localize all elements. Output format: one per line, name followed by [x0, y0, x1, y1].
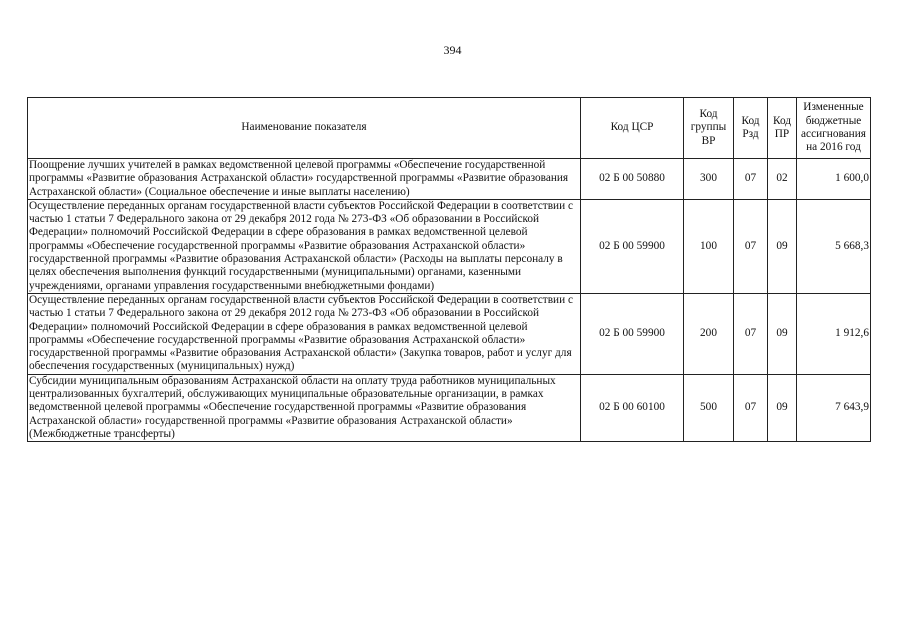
row-csr: 02 Б 00 50880 — [581, 159, 684, 200]
row-vr: 500 — [684, 374, 734, 441]
row-pr: 09 — [768, 293, 797, 374]
row-amount: 1 600,0 — [797, 159, 871, 200]
row-vr: 200 — [684, 293, 734, 374]
row-name: Осуществление переданных органам государственной власти субъектов Российской Федерации в соответствии с частью 1 статьи 7 Федерального закона от 29 декабря 2012 года № 273-ФЗ «Об образовании в Российской Федерации» полномочий Российской Федерации в сфере образования в рамках ведомственной целевой программы «Обеспечение государственной программы «Развитие образования Астраханской области» государственной программы «Развитие образования Астраханской области» (Расходы на выплаты персоналу в целях обеспечения выполнения функций государственными (муниципальными) органами, казенными учреждениями, органами управления государственными внебюджетными фондами) — [28, 199, 581, 293]
row-amount: 5 668,3 — [797, 199, 871, 293]
row-vr: 100 — [684, 199, 734, 293]
row-pr: 02 — [768, 159, 797, 200]
row-name: Поощрение лучших учителей в рамках ведомственной целевой программы «Обеспечение государственной программы «Развитие образования Астраханской области» государственной программы «Развитие образования Астраханской области» (Социальное обеспечение и иные выплаты населению) — [28, 159, 581, 200]
row-pr: 09 — [768, 374, 797, 441]
row-rzd: 07 — [734, 374, 768, 441]
row-csr: 02 Б 00 60100 — [581, 374, 684, 441]
table-row — [28, 199, 871, 293]
header-csr: Код ЦСР — [581, 98, 684, 159]
row-csr: 02 Б 00 59900 — [581, 293, 684, 374]
row-name: Субсидии муниципальным образованиям Астраханской области на оплату труда работников муниципальных централизованных бухгалтерий, обслуживающих муниципальные образовательные организации, в рамках ведомственной целевой программы «Обеспечение государственной программы «Развитие образования Астраханской области» государственной программы «Развитие образования Астраханской области» (Межбюджетные трансферты) — [28, 374, 581, 441]
header-name: Наименование показателя — [28, 98, 581, 159]
header-pr: Код ПР — [768, 98, 797, 159]
budget-table — [27, 97, 871, 442]
row-rzd: 07 — [734, 159, 768, 200]
row-csr: 02 Б 00 59900 — [581, 199, 684, 293]
row-rzd: 07 — [734, 199, 768, 293]
row-amount: 1 912,6 — [797, 293, 871, 374]
row-rzd: 07 — [734, 293, 768, 374]
table-header-row — [28, 98, 871, 159]
table-row — [28, 293, 871, 374]
row-name: Осуществление переданных органам государственной власти субъектов Российской Федерации в соответствии с частью 1 статьи 7 Федерального закона от 29 декабря 2012 года № 273-ФЗ «Об образовании в Российской Федерации» полномочий Российской Федерации в сфере образования в рамках ведомственной целевой программы «Обеспечение государственной программы «Развитие образования Астраханской области» государственной программы «Развитие образования Астраханской области» (Закупка товаров, работ и услуг для обеспечения государственных (муниципальных) нужд) — [28, 293, 581, 374]
header-rzd: Код Рзд — [734, 98, 768, 159]
header-amount: Измененные бюджетные ассигнования на 2016 год — [797, 98, 871, 159]
table-row — [28, 159, 871, 200]
row-pr: 09 — [768, 199, 797, 293]
row-vr: 300 — [684, 159, 734, 200]
row-amount: 7 643,9 — [797, 374, 871, 441]
table-row — [28, 374, 871, 441]
header-vr: Код группы ВР — [684, 98, 734, 159]
page-number: 394 — [443, 43, 462, 57]
